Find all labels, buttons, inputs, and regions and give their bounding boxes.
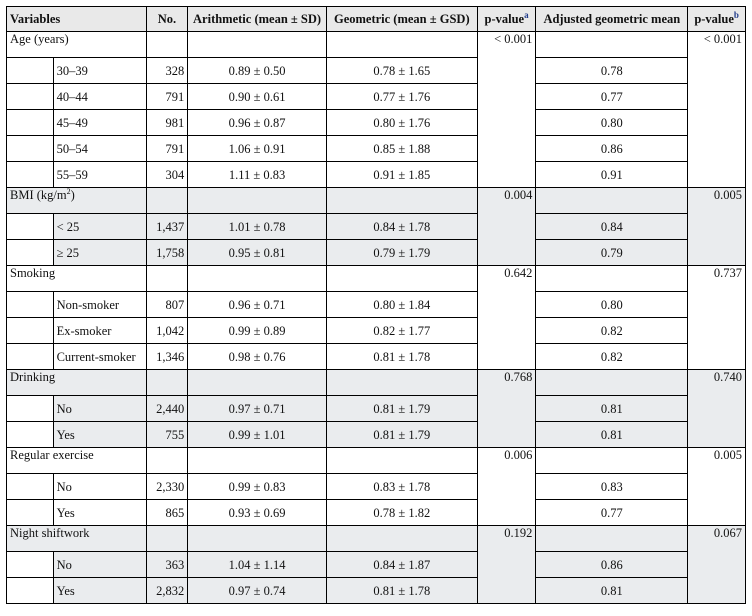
empty-cell [146,32,188,58]
table-row [7,136,746,162]
group-label: Smoking [7,266,147,292]
group-row-night-shiftwork [7,526,746,552]
indent-cell [7,136,54,162]
empty-cell [146,526,188,552]
empty-cell [536,266,688,292]
empty-cell [326,526,477,552]
row-geometric: 0.82 ± 1.77 [326,318,477,344]
group-label-end: ) [70,188,75,202]
row-label: Ex-smoker [53,318,146,344]
row-adjusted: 0.91 [536,162,688,188]
indent-cell [7,58,54,84]
empty-cell [188,188,327,214]
row-geometric: 0.77 ± 1.76 [326,84,477,110]
row-label: 45–49 [53,110,146,136]
p-value-a: 0.006 [477,448,536,526]
row-arithmetic: 0.98 ± 0.76 [188,344,327,370]
table-row [7,292,746,318]
row-n: 865 [146,500,188,526]
row-arithmetic: 0.93 ± 0.69 [188,500,327,526]
row-arithmetic: 1.04 ± 1.14 [188,552,327,578]
empty-cell [536,448,688,474]
table-row [7,578,746,604]
row-n: 2,330 [146,474,188,500]
group-row-smoking [7,266,746,292]
row-label: No [53,474,146,500]
header-pvalue-b-text: p-value [694,12,734,26]
row-adjusted: 0.83 [536,474,688,500]
row-adjusted: 0.77 [536,84,688,110]
empty-cell [536,370,688,396]
row-arithmetic: 0.99 ± 0.89 [188,318,327,344]
row-n: 1,042 [146,318,188,344]
row-n: 1,346 [146,344,188,370]
row-adjusted: 0.81 [536,396,688,422]
indent-cell [7,474,54,500]
group-label-text: BMI (kg/m [10,188,67,202]
empty-cell [536,526,688,552]
empty-cell [146,188,188,214]
group-row-drinking [7,370,746,396]
row-arithmetic: 0.95 ± 0.81 [188,240,327,266]
row-adjusted: 0.81 [536,422,688,448]
row-arithmetic: 0.99 ± 1.01 [188,422,327,448]
indent-cell [7,500,54,526]
row-label: 55–59 [53,162,146,188]
row-adjusted: 0.81 [536,578,688,604]
header-arithmetic: Arithmetic (mean ± SD) [188,7,327,32]
empty-cell [536,32,688,58]
indent-cell [7,292,54,318]
row-n: 2,440 [146,396,188,422]
table-container [6,6,746,604]
row-label: No [53,552,146,578]
indent-cell [7,552,54,578]
table-body [7,32,746,604]
row-geometric: 0.81 ± 1.78 [326,578,477,604]
row-adjusted: 0.86 [536,552,688,578]
empty-cell [536,188,688,214]
group-row-bmi [7,188,746,214]
empty-cell [326,266,477,292]
group-label-sup: 2 [66,187,71,196]
p-value-b: 0.005 [688,448,746,526]
header-geometric: Geometric (mean ± GSD) [326,7,477,32]
row-geometric: 0.80 ± 1.84 [326,292,477,318]
table-row [7,110,746,136]
row-label: No [53,396,146,422]
row-geometric: 0.84 ± 1.78 [326,214,477,240]
row-adjusted: 0.84 [536,214,688,240]
header-no: No. [146,7,188,32]
row-geometric: 0.79 ± 1.79 [326,240,477,266]
header-pvalue-a [477,7,536,32]
row-n: 755 [146,422,188,448]
row-arithmetic: 0.96 ± 0.71 [188,292,327,318]
row-adjusted: 0.79 [536,240,688,266]
indent-cell [7,110,54,136]
row-adjusted: 0.78 [536,58,688,84]
group-row-exercise [7,448,746,474]
table-row [7,396,746,422]
row-adjusted: 0.77 [536,500,688,526]
group-row-age [7,32,746,58]
table-row [7,162,746,188]
indent-cell [7,240,54,266]
row-label: 30–39 [53,58,146,84]
row-label: Yes [53,500,146,526]
table-row [7,84,746,110]
p-value-a: 0.192 [477,526,536,604]
table-row [7,318,746,344]
p-value-a: 0.642 [477,266,536,370]
row-arithmetic: 0.97 ± 0.71 [188,396,327,422]
empty-cell [326,32,477,58]
header-pvalue-a-text: p-value [484,12,525,26]
row-n: 981 [146,110,188,136]
p-value-a: < 0.001 [477,32,536,188]
row-n: 791 [146,136,188,162]
group-label: Drinking [7,370,147,396]
table-row [7,344,746,370]
row-arithmetic: 0.97 ± 0.74 [188,578,327,604]
row-label: < 25 [53,214,146,240]
table-row [7,500,746,526]
row-adjusted: 0.86 [536,136,688,162]
row-n: 328 [146,58,188,84]
row-n: 1,437 [146,214,188,240]
group-label: Night shiftwork [7,526,147,552]
p-value-b: 0.737 [688,266,746,370]
indent-cell [7,84,54,110]
row-geometric: 0.78 ± 1.82 [326,500,477,526]
indent-cell [7,422,54,448]
row-label: ≥ 25 [53,240,146,266]
row-adjusted: 0.80 [536,292,688,318]
row-label: 40–44 [53,84,146,110]
row-arithmetic: 0.89 ± 0.50 [188,58,327,84]
p-value-b: 0.740 [688,370,746,448]
indent-cell [7,344,54,370]
row-arithmetic: 0.99 ± 0.83 [188,474,327,500]
row-geometric: 0.91 ± 1.85 [326,162,477,188]
table-row [7,422,746,448]
group-label: Regular exercise [7,448,147,474]
row-geometric: 0.81 ± 1.79 [326,396,477,422]
empty-cell [146,266,188,292]
row-adjusted: 0.82 [536,318,688,344]
empty-cell [326,188,477,214]
row-arithmetic: 1.06 ± 0.91 [188,136,327,162]
table-row [7,240,746,266]
empty-cell [326,448,477,474]
row-arithmetic: 0.96 ± 0.87 [188,110,327,136]
row-label: 50–54 [53,136,146,162]
table-row [7,214,746,240]
indent-cell [7,396,54,422]
row-geometric: 0.84 ± 1.87 [326,552,477,578]
row-arithmetic: 1.11 ± 0.83 [188,162,327,188]
empty-cell [146,448,188,474]
header-pvalue-b [688,7,746,32]
row-label: Non-smoker [53,292,146,318]
table-row [7,58,746,84]
p-value-b: 0.005 [688,188,746,266]
row-n: 1,758 [146,240,188,266]
row-geometric: 0.83 ± 1.78 [326,474,477,500]
row-geometric: 0.78 ± 1.65 [326,58,477,84]
empty-cell [188,526,327,552]
row-n: 363 [146,552,188,578]
indent-cell [7,318,54,344]
group-label: Age (years) [7,32,147,58]
row-n: 791 [146,84,188,110]
empty-cell [326,370,477,396]
row-label: Yes [53,578,146,604]
indent-cell [7,214,54,240]
row-adjusted: 0.82 [536,344,688,370]
header-row [7,7,746,32]
statistics-table [6,6,746,604]
row-geometric: 0.81 ± 1.78 [326,344,477,370]
row-arithmetic: 0.90 ± 0.61 [188,84,327,110]
table-row [7,474,746,500]
p-value-b: < 0.001 [688,32,746,188]
indent-cell [7,578,54,604]
indent-cell [7,162,54,188]
empty-cell [188,370,327,396]
p-value-a: 0.004 [477,188,536,266]
row-label: Current-smoker [53,344,146,370]
row-arithmetic: 1.01 ± 0.78 [188,214,327,240]
empty-cell [146,370,188,396]
header-pvalue-a-sup: a [524,9,529,20]
empty-cell [188,448,327,474]
p-value-b: 0.067 [688,526,746,604]
row-n: 807 [146,292,188,318]
row-n: 2,832 [146,578,188,604]
group-label [7,188,147,214]
p-value-a: 0.768 [477,370,536,448]
table-row [7,552,746,578]
row-geometric: 0.81 ± 1.79 [326,422,477,448]
row-geometric: 0.80 ± 1.76 [326,110,477,136]
row-n: 304 [146,162,188,188]
empty-cell [188,32,327,58]
empty-cell [188,266,327,292]
row-adjusted: 0.80 [536,110,688,136]
row-label: Yes [53,422,146,448]
header-pvalue-b-sup: b [733,9,739,20]
row-geometric: 0.85 ± 1.88 [326,136,477,162]
header-adjusted: Adjusted geometric mean [536,7,688,32]
header-variables: Variables [7,7,147,32]
